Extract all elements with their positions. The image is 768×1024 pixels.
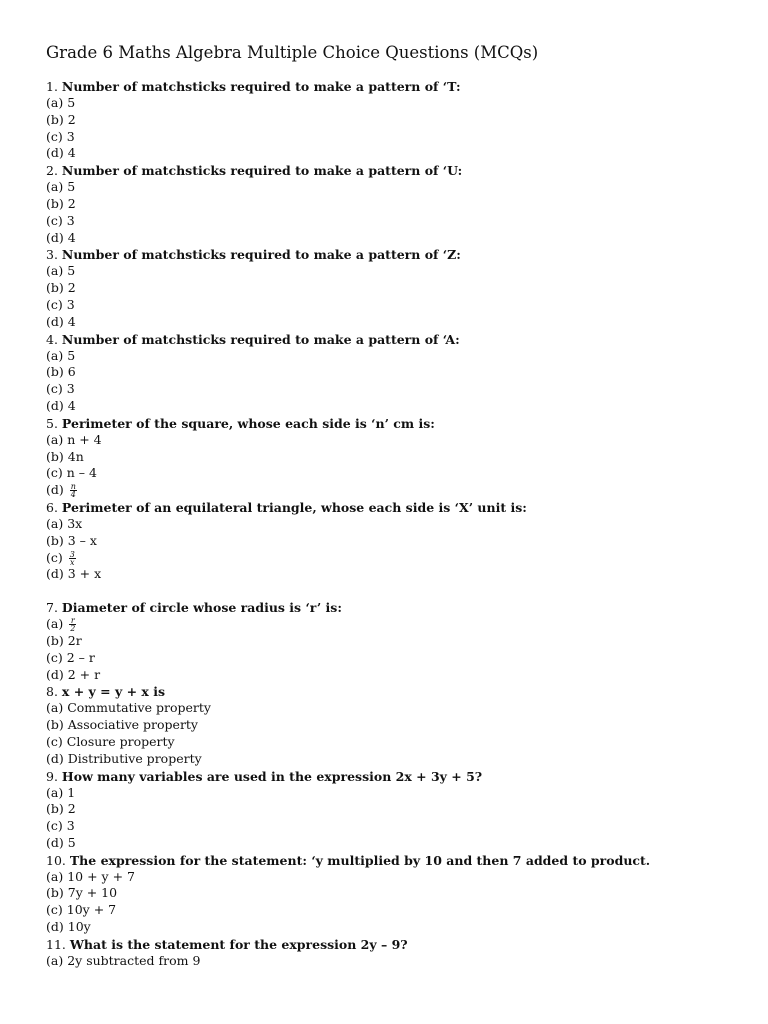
option-text: n + 4 (67, 431, 102, 447)
answer-option (46, 650, 746, 667)
fraction-denominator: 2 (70, 624, 76, 634)
question-number: 7. (46, 600, 58, 616)
answer-option (46, 179, 746, 196)
option-label: (d) (46, 566, 64, 582)
option-label: (c) (46, 465, 63, 481)
fraction-numerator: n (70, 482, 76, 492)
option-label: (c) (46, 902, 63, 918)
answer-option (46, 835, 746, 852)
option-text: 2 (67, 195, 76, 211)
question (46, 683, 746, 767)
question-text (46, 415, 746, 432)
question-text (46, 331, 746, 348)
option-text: 10y + 7 (66, 902, 117, 918)
answer-option (46, 449, 746, 466)
answer-option (46, 263, 746, 280)
fraction-denominator: x (70, 557, 75, 567)
option-text: Associative property (67, 717, 198, 733)
option-label: (a) (46, 616, 64, 632)
question (46, 246, 746, 330)
question-body: Number of matchsticks required to make a pattern of ‘U: (61, 163, 463, 179)
option-text: 5 (67, 263, 76, 279)
question-number: 4. (46, 331, 58, 347)
spacer (46, 583, 746, 599)
answer-option (46, 145, 746, 162)
fraction-numerator: 3 (69, 549, 75, 559)
option-label: (a) (46, 868, 64, 884)
option-label: (a) (46, 431, 64, 447)
option-text: 4 (67, 313, 76, 329)
option-text: 2 (67, 280, 76, 296)
option-text: Closure property (66, 733, 175, 749)
option-label: (d) (46, 750, 64, 766)
option-label: (c) (46, 128, 63, 144)
answer-option (46, 902, 746, 919)
option-label: (b) (46, 885, 64, 901)
document-title: Grade 6 Maths Algebra Multiple Choice Questions (MCQs) (46, 43, 539, 62)
option-label: (c) (46, 549, 63, 565)
option-label: (d) (46, 397, 64, 413)
answer-option (46, 516, 746, 533)
question-number: 9. (46, 768, 58, 784)
question-body: Perimeter of the square, whose each side is ‘n’ cm is: (61, 415, 435, 431)
option-text: 1 (67, 784, 76, 800)
option-text: 10 + y + 7 (67, 868, 135, 884)
option-label: (d) (46, 229, 64, 245)
question-number: 11. (46, 936, 66, 952)
question-text (46, 78, 746, 95)
question-body: x + y = y + x is (61, 684, 166, 700)
option-text: Commutative property (67, 700, 211, 716)
answer-option (46, 398, 746, 415)
option-text: 2y subtracted from 9 (67, 952, 201, 968)
option-label: (a) (46, 95, 64, 110)
option-label: (c) (46, 733, 63, 749)
option-text: 5 (67, 95, 76, 110)
question-body: Number of matchsticks required to make a pattern of ‘T: (61, 79, 461, 94)
answer-option (46, 348, 746, 365)
option-label: (a) (46, 515, 64, 531)
question (46, 936, 746, 970)
option-label: (b) (46, 364, 64, 380)
question-text (46, 768, 746, 785)
question-number: 10. (46, 852, 66, 868)
answer-option (46, 818, 746, 835)
option-label: (a) (46, 347, 64, 363)
option-text: Distributive property (67, 750, 202, 766)
question-body: How many variables are used in the expression 2x + 3y + 5? (61, 768, 483, 784)
option-label: (d) (46, 919, 64, 935)
option-label: (b) (46, 448, 64, 464)
answer-option (46, 112, 746, 129)
option-label: (d) (46, 666, 64, 682)
option-text: 2 + r (67, 666, 101, 682)
option-label: (d) (46, 313, 64, 329)
question-body: Perimeter of an equilateral triangle, whose each side is ‘X’ unit is: (61, 499, 527, 515)
option-text: 2 (67, 801, 76, 817)
option-label: (b) (46, 632, 64, 648)
option-text: 2r (67, 632, 82, 648)
question (46, 162, 746, 246)
fraction-denominator: 4 (70, 490, 76, 500)
option-text: 5 (67, 347, 76, 363)
answer-option (46, 230, 746, 247)
answer-option (46, 550, 746, 567)
question-number: 8. (46, 684, 58, 700)
option-label: (b) (46, 717, 64, 733)
question (46, 499, 746, 583)
answer-option (46, 953, 746, 970)
fraction (70, 483, 77, 498)
answer-option (46, 465, 746, 482)
question-text (46, 599, 746, 616)
question-body: What is the statement for the expression 2y – 9? (69, 936, 408, 952)
option-text: 2 – r (66, 649, 95, 665)
answer-option (46, 616, 746, 633)
option-label: (c) (46, 818, 63, 834)
question-text (46, 683, 746, 700)
question-body: Number of matchsticks required to make a pattern of ‘Z: (61, 247, 461, 263)
answer-option (46, 801, 746, 818)
answer-option (46, 213, 746, 230)
option-text: 7y + 10 (67, 885, 118, 901)
answer-option (46, 667, 746, 684)
question-text (46, 246, 746, 263)
option-text: 5 (67, 834, 76, 850)
answer-option (46, 381, 746, 398)
answer-option (46, 869, 746, 886)
fraction (69, 551, 76, 566)
answer-option (46, 734, 746, 751)
option-label: (b) (46, 801, 64, 817)
answer-option (46, 314, 746, 331)
answer-option (46, 280, 746, 297)
answer-option (46, 700, 746, 717)
answer-option (46, 129, 746, 146)
question (46, 852, 746, 936)
answer-option (46, 566, 746, 583)
question-number: 1. (46, 79, 58, 94)
question-text (46, 499, 746, 516)
question-text (46, 936, 746, 953)
option-label: (d) (46, 145, 64, 161)
option-label: (d) (46, 834, 64, 850)
option-label: (b) (46, 280, 64, 296)
document-page (46, 42, 746, 970)
option-text: 4 (67, 145, 76, 161)
question-body: Number of matchsticks required to make a pattern of ‘A: (61, 331, 460, 347)
option-text: 3 (66, 212, 75, 228)
answer-option (46, 751, 746, 768)
option-text: 4 (67, 397, 76, 413)
question-number: 6. (46, 499, 58, 515)
fraction-numerator: r (70, 616, 75, 626)
option-label: (c) (46, 212, 63, 228)
question (46, 415, 746, 499)
answer-option (46, 717, 746, 734)
option-label: (b) (46, 111, 64, 127)
option-label: (c) (46, 296, 63, 312)
question-number: 5. (46, 415, 58, 431)
question (46, 78, 746, 162)
question-body: Diameter of circle whose radius is ‘r’ is: (61, 600, 342, 616)
answer-option (46, 95, 746, 112)
answer-option (46, 482, 746, 499)
answer-option (46, 432, 746, 449)
answer-option (46, 364, 746, 381)
option-text: 4 (67, 229, 76, 245)
option-text: 3 (66, 818, 75, 834)
option-text: 2 (67, 111, 76, 127)
option-label: (b) (46, 195, 64, 211)
question-body: The expression for the statement: ‘y multiplied by 10 and then 7 added to product. (69, 852, 651, 868)
option-label: (a) (46, 952, 64, 968)
answer-option (46, 633, 746, 650)
option-label: (a) (46, 179, 64, 195)
answer-option (46, 785, 746, 802)
question (46, 331, 746, 415)
option-label: (b) (46, 532, 64, 548)
option-text: 3 (66, 128, 75, 144)
question-text (46, 852, 746, 869)
question (46, 599, 746, 683)
question (46, 768, 746, 852)
question-text (46, 162, 746, 179)
option-text: 3 + x (67, 566, 102, 582)
answer-option (46, 297, 746, 314)
option-label: (a) (46, 784, 64, 800)
option-text: 3 (66, 381, 75, 397)
answer-option (46, 533, 746, 550)
fraction (69, 617, 76, 632)
option-text: 3x (67, 515, 83, 531)
option-label: (c) (46, 381, 63, 397)
option-text: 10y (67, 919, 91, 935)
option-text: 3 – x (67, 532, 97, 548)
option-text: 6 (67, 364, 76, 380)
answer-option (46, 885, 746, 902)
option-text: 3 (66, 296, 75, 312)
answer-option (46, 919, 746, 936)
option-text: 4n (67, 448, 84, 464)
option-label: (d) (46, 482, 64, 498)
option-label: (a) (46, 700, 64, 716)
answer-option (46, 196, 746, 213)
option-label: (c) (46, 649, 63, 665)
option-label: (a) (46, 263, 64, 279)
question-number: 2. (46, 163, 58, 179)
question-number: 3. (46, 247, 58, 263)
option-text: n – 4 (66, 465, 97, 481)
option-text: 5 (67, 179, 76, 195)
